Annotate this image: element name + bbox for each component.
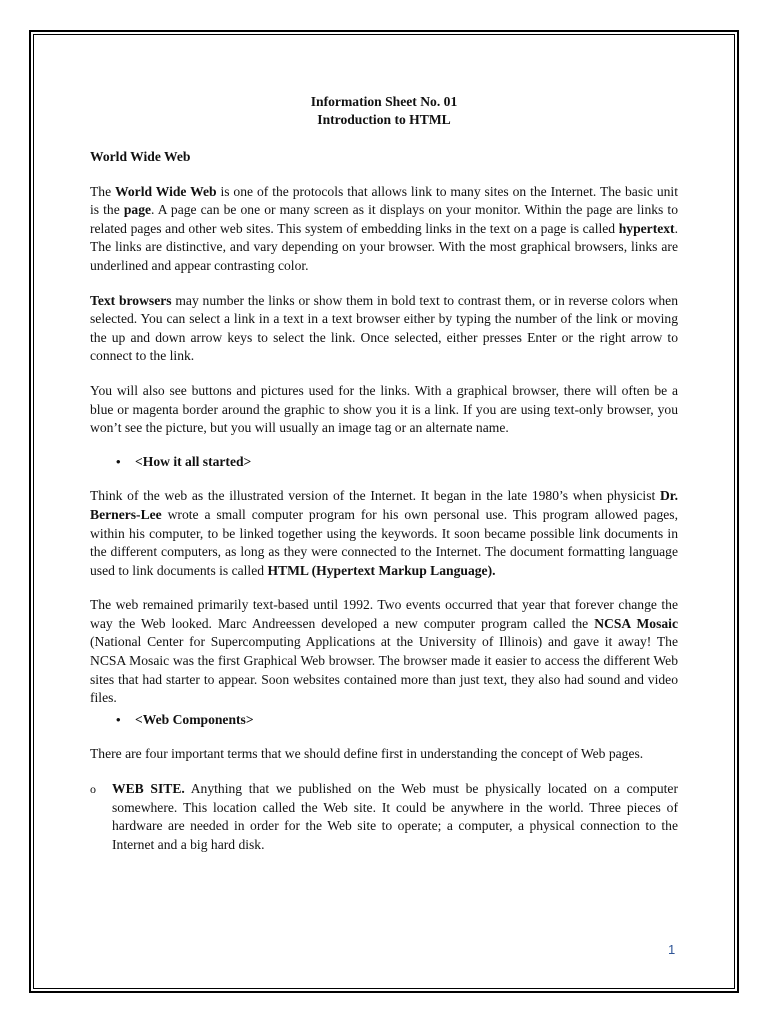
paragraph-mosaic: The web remained primarily text-based until 1992. Two events occurred that year that forever change the way the Web looked. Marc Andreessen developed a new computer program called the NCSA Mosaic (National Center for Supercomputing Applications at the University of Illinois) and gave it away! The NCSA Mosaic was the first Graphical Web browser. The browser made it easier to access the different Web sites that had starter to appear. Soon websites contained more than just text, they also had sound and video files. <box>90 597 678 706</box>
list-item-text: WEB SITE. Anything that we published on the Web must be physically located on a computer somewhere. This location called the Web site. It could be anywhere in the world. Three pieces of hardware are needed in order for the Web site to operate; a computer, a physical connection to the Internet and a big hard disk. <box>112 781 678 852</box>
bullet-label: <Web Components> <box>135 711 254 727</box>
bullet-dot-icon: • <box>116 711 121 727</box>
info-sheet-title: Information Sheet No. 01 <box>310 94 458 109</box>
section-heading: World Wide Web <box>90 149 191 164</box>
bullet-label: <How it all started> <box>135 453 252 469</box>
paragraph-buttons-pictures: You will also see buttons and pictures used for the links. With a graphical browser, there will often be a blue or magenta border around the graphic to show you it is a link. If you are using text-only browser, you won’t see the picture, but you will usually an image tag or an alternate name. <box>90 382 678 436</box>
page-number: 1 <box>668 942 676 957</box>
document-subtitle: Introduction to HTML <box>317 112 451 127</box>
document-body <box>90 93 678 854</box>
bullet-dot-icon: • <box>116 453 121 469</box>
title-block <box>90 93 678 129</box>
paragraph-text-browsers: Text browsers may number the links or show them in bold text to contrast them, or in reverse colors when selected. You can select a link in a text in a text browser either by typing the number of the link or moving the up and down arrow keys to select the link. Once selected, either presses Enter or the right arrow to connect to the link. <box>90 292 678 364</box>
paragraph-www: The World Wide Web is one of the protocols that allows link to many sites on the Internet. The basic unit is the page. A page can be one or many screen as it displays on your monitor. Within the page are links to related pages and other web sites. This system of embedding links in the text on a page is called hypertext. The links are distinctive, and vary depending on your browser. With the most graphical browsers, links are underlined and appear contrasting color. <box>90 183 678 273</box>
paragraph-four-terms: There are four important terms that we should define first in understanding the concept of Web pages. <box>90 746 644 762</box>
bullet-web-components <box>90 711 678 730</box>
bullet-how-it-started <box>90 453 678 472</box>
circle-bullet-icon: o <box>90 782 96 797</box>
list-item-web-site <box>90 780 678 854</box>
paragraph-history: Think of the web as the illustrated version of the Internet. It began in the late 1980’s when physicist Dr. Berners-Lee wrote a small computer program for his own personal use. This program allowed pages, within his computer, to be linked together using the keywords. It soon became possible link documents in the different computers, as long as they were connected to the Internet. The document formatting language used to link documents is called HTML (Hypertext Markup Language). <box>90 488 678 578</box>
